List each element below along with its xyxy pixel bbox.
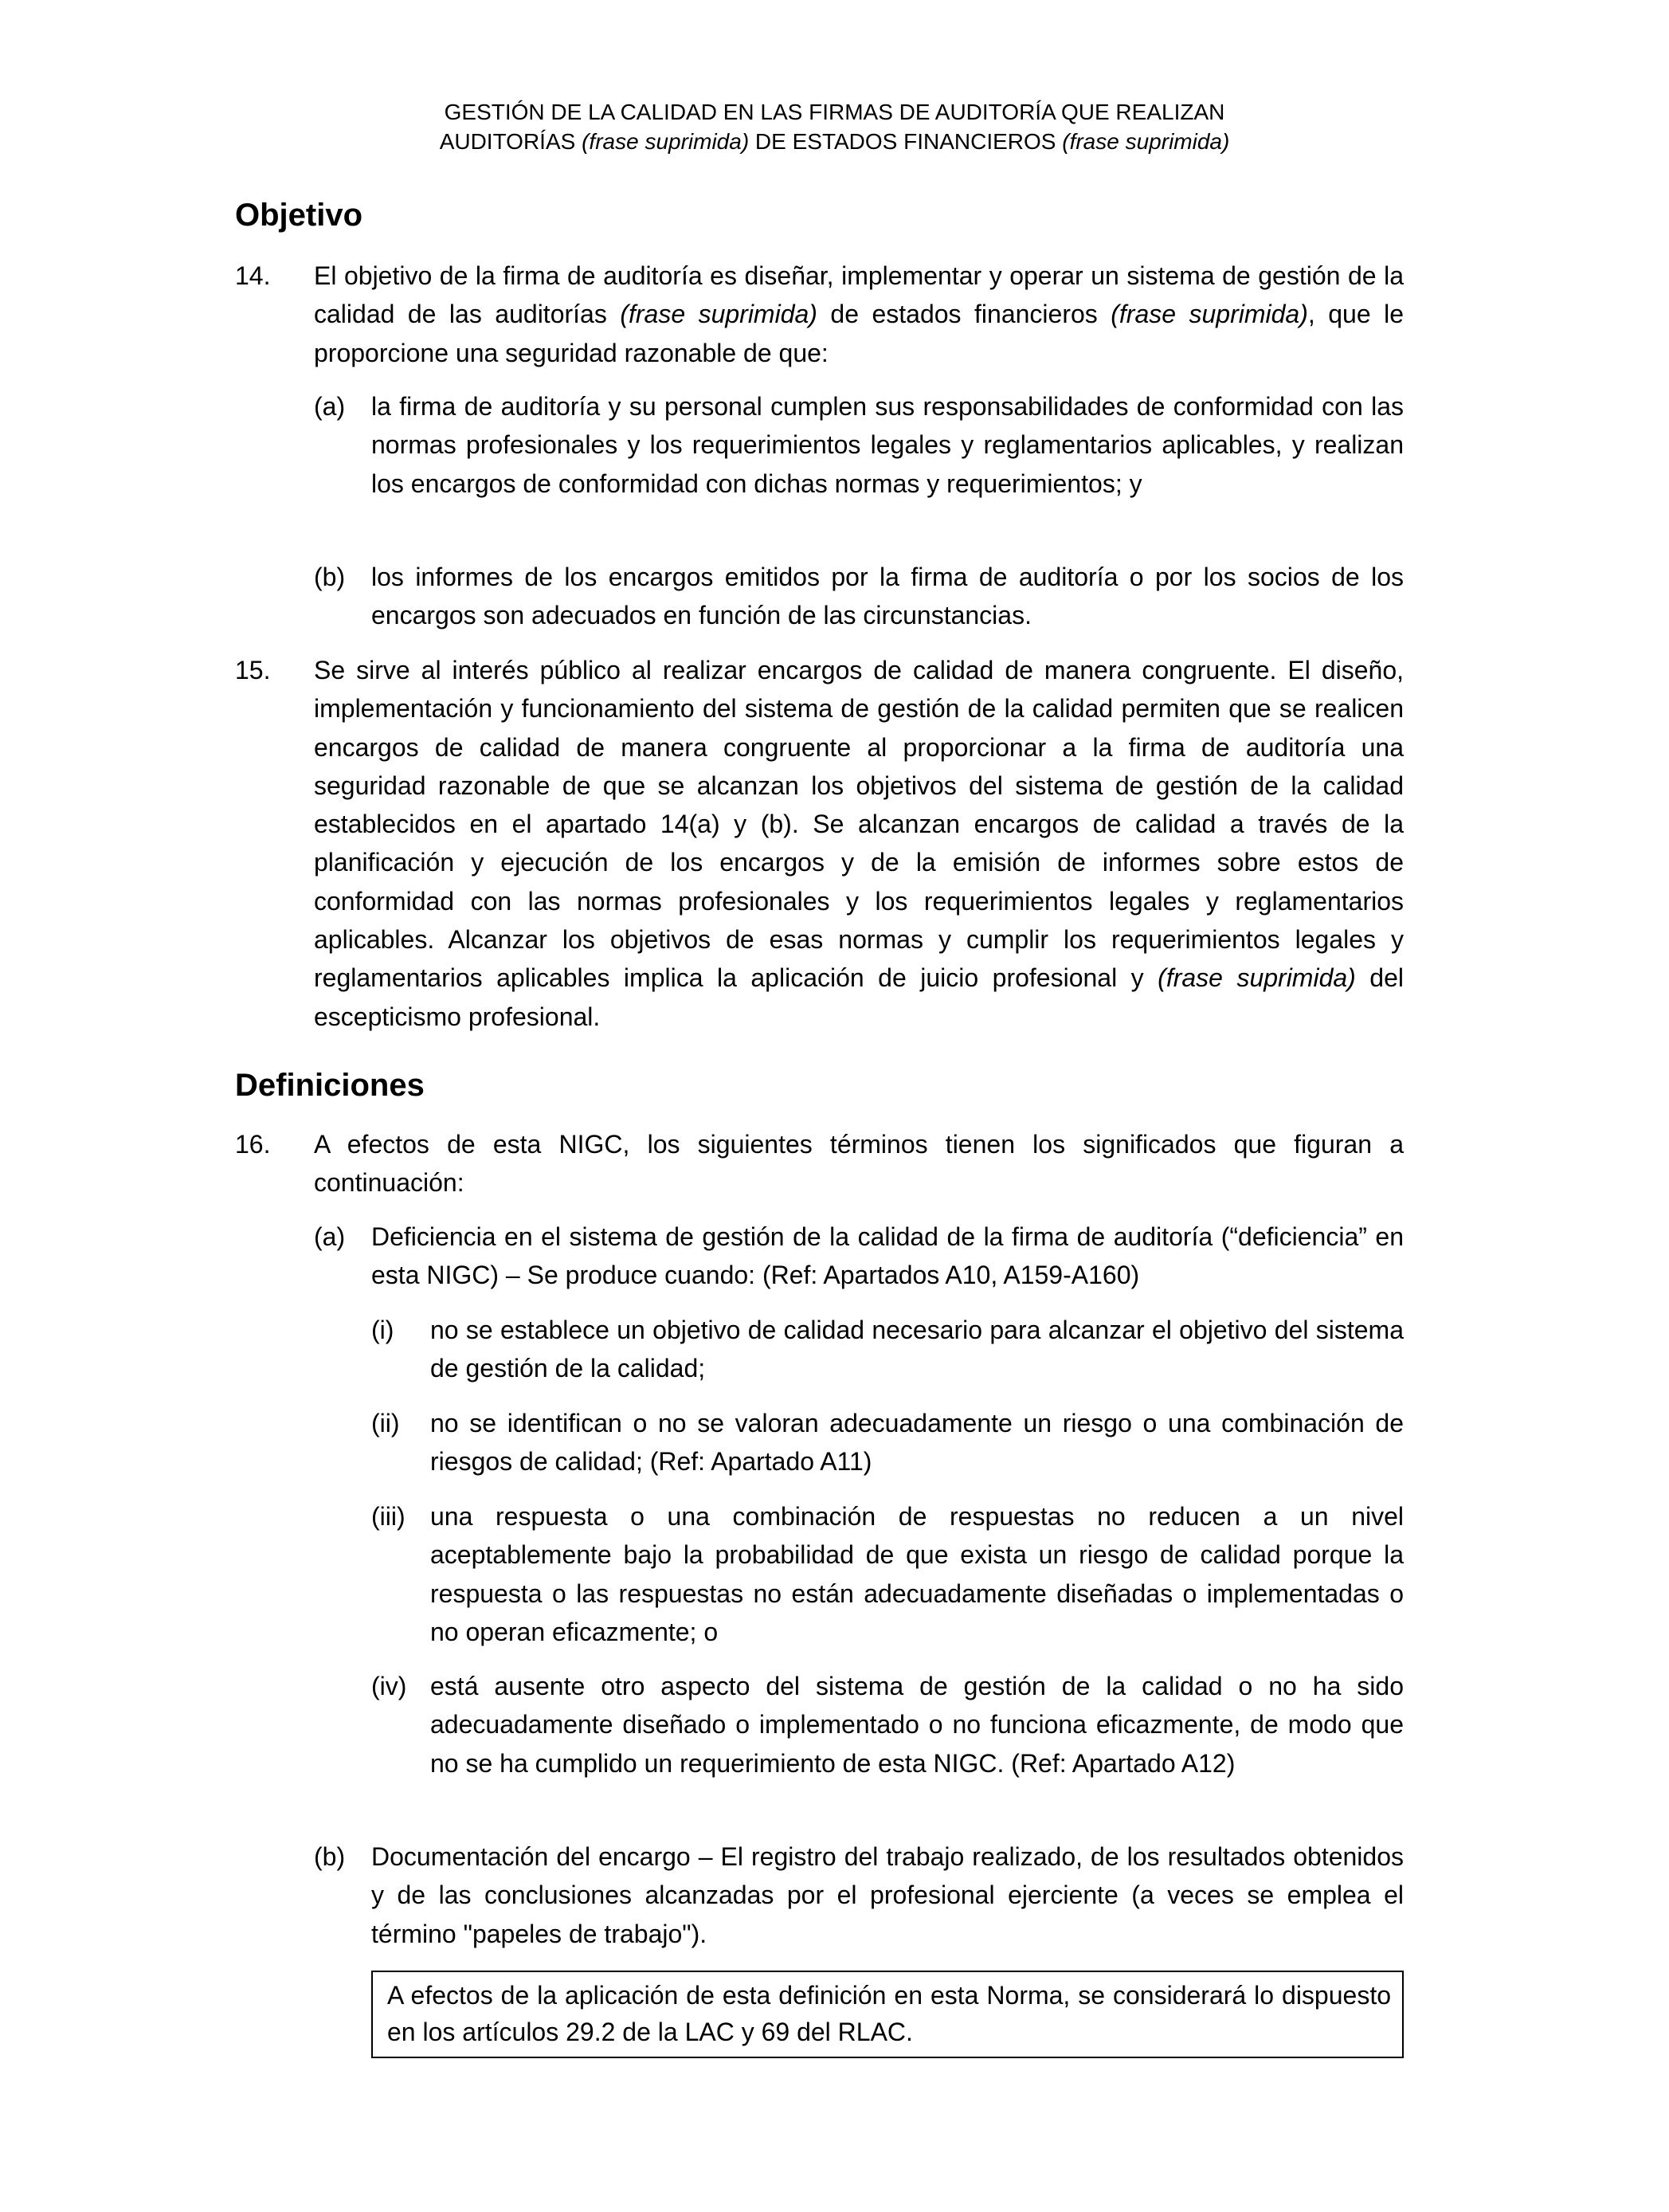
paragraph-number-15: 15. [235,656,271,684]
header-suppressed-phrase: (frase suprimida) [1062,129,1230,154]
paragraph-text: del escepticismo profesional. [314,963,1405,1031]
paragraph-text: de estados financieros [817,300,1111,329]
item-14b: los informes de los encargos emitidos por la firma de auditoría o por los socios de los encargos son adecuados en función de las circunstancias. [371,563,1404,630]
suppressed-phrase: (frase suprimida) [1158,963,1356,993]
subitem-label-iv: (iv) [371,1672,407,1700]
subitem-i: no se establece un objetivo de calidad necesario para alcanzar el objetivo del sistema de gestión de la calidad; [430,1316,1404,1383]
paragraph-text: Se sirve al interés público al realizar encargos de calidad de manera congruente. El diseño, implementación y funcionamiento del sistema de gestión de la calidad permiten que se realicen encargos de calidad de manera congruente al proporcionar a la firma de auditoría una seguridad razonable de que se alcanzan los objetivos del sistema de gestión de la calidad establecidos en el apartado 14(a) y (b). Se alcanzan encargos de calidad a través de la planificación y ejecución de los encargos y de la emisión de informes sobre estos de conformidad con las normas profesionales y los requerimientos legales y reglamentarios aplicables. Alcanzar los objetivos de esas normas y cumplir los requerimientos legales y reglamentarios aplicables implica la aplicación de juicio profesional y [314,656,1404,993]
item-14a: la firma de auditoría y su personal cumplen sus responsabilidades de conformidad con las normas profesionales y los requerimientos legales y reglamentarios aplicables, y realizan los encargos de conformidad con dichas normas y requerimientos; y [371,392,1404,498]
item-label-16a: (a) [314,1222,346,1251]
item-label-14a: (a) [314,392,346,421]
section-title-objetivo: Objetivo [235,198,363,233]
paragraph-text: , que le proporcione una seguridad razonable de que: [314,300,1405,367]
header-text: DE ESTADOS FINANCIEROS [749,129,1063,154]
subitem-label-ii: (ii) [371,1409,400,1437]
paragraph-16: A efectos de esta NIGC, los siguientes términos tienen los significados que figuran a continuación: [314,1130,1404,1198]
paragraph-text: El objetivo de la firma de auditoría es diseñar, implementar y operar un sistema de gestión de la calidad de las auditorías [314,261,1404,329]
paragraph-14 [314,257,1404,372]
suppressed-phrase: (frase suprimida) [1111,300,1308,329]
subitem-label-iii: (iii) [371,1502,405,1531]
subitem-iii: una respuesta o una combinación de respuestas no reducen a un nivel aceptablemente bajo la probabilidad de que exista un riesgo de calidad porque la respuesta o las respuestas no están adecuadamente diseñadas o implementadas o no operan eficazmente; o [430,1502,1404,1646]
section-title-definiciones: Definiciones [235,1068,425,1103]
running-header-line-1: GESTIÓN DE LA CALIDAD EN LAS FIRMAS DE AUDITORÍA QUE REALIZAN [444,100,1225,124]
item-16a: Deficiencia en el sistema de gestión de la calidad de la firma de auditoría (“deficiencia” en esta NIGC) – Se produce cuando: (Ref: Apartados A10, A159-A160) [371,1222,1404,1290]
item-label-14b: (b) [314,563,346,591]
item-16b: Documentación del encargo – El registro del trabajo realizado, de los resultados obtenidos y de las conclusiones alcanzadas por el profesional ejerciente (a veces se emplea el término "papeles de trabajo"). [371,1842,1404,1948]
subitem-label-i: (i) [371,1316,394,1344]
subitem-ii: no se identifican o no se valoran adecuadamente un riesgo o una combinación de riesgos de calidad; (Ref: Apartado A11) [430,1409,1404,1477]
suppressed-phrase: (frase suprimida) [620,300,817,329]
running-header-line-2 [0,127,1669,156]
national-note-box: A efectos de la aplicación de esta definición en esta Norma, se considerará lo dispuesto en los artículos 29.2 de la LAC y 69 del RLAC. [371,1971,1404,2058]
subitem-iv: está ausente otro aspecto del sistema de gestión de la calidad o no ha sido adecuadamente diseñado o implementado o no funciona eficazmente, de modo que no se ha cumplido un requerimiento de esta NIGC. (Ref: Apartado A12) [430,1672,1404,1778]
header-text: AUDITORÍAS [439,129,582,154]
paragraph-number-16: 16. [235,1130,271,1159]
paragraph-number-14: 14. [235,261,271,290]
header-suppressed-phrase: (frase suprimida) [582,129,750,154]
paragraph-15 [314,651,1404,1036]
item-label-16b: (b) [314,1842,346,1871]
